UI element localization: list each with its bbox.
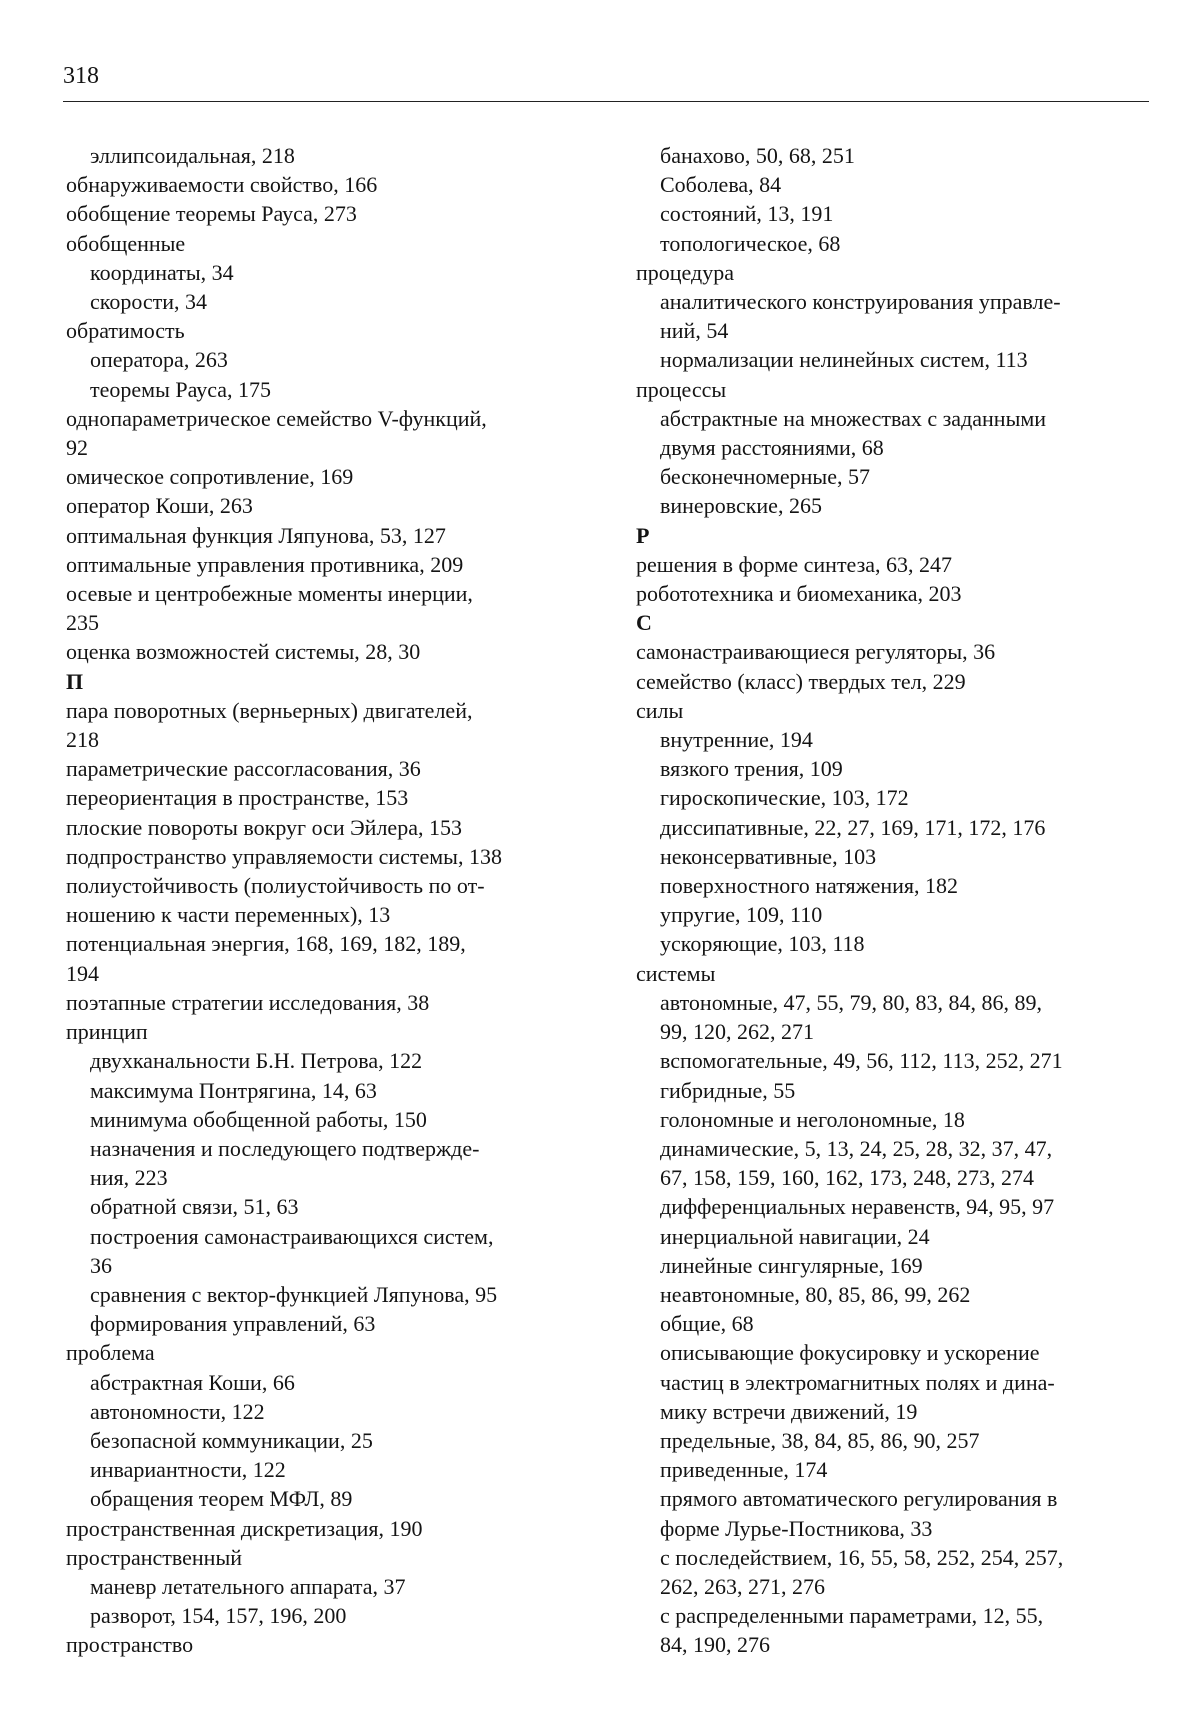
index-subentry: с распределенными параметрами, 12, 55,	[660, 1603, 1044, 1629]
index-entry: оптимальная функция Ляпунова, 53, 127	[66, 522, 446, 548]
index-entry: оптимальные управления противника, 209	[66, 551, 464, 577]
index-subentry: прямого автоматического регулирования в	[660, 1486, 1058, 1512]
index-subentry: 84, 190, 276	[660, 1632, 770, 1658]
index-subentry: голономные и неголономные, 18	[660, 1106, 965, 1132]
index-subentry: максимума Понтрягина, 14, 63	[90, 1077, 377, 1103]
index-entry: семейство (класс) твердых тел, 229	[636, 668, 966, 694]
index-entry: оператор Коши, 263	[66, 493, 253, 519]
index-subentry: безопасной коммуникации, 25	[90, 1427, 373, 1453]
index-entry: 92	[66, 435, 88, 461]
index-entry: оценка возможностей системы, 28, 30	[66, 639, 421, 665]
index-subentry: 36	[90, 1252, 112, 1278]
index-entry: осевые и центробежные моменты инерции,	[66, 581, 473, 607]
index-letter-heading: Р	[636, 522, 650, 548]
index-entry: потенциальная энергия, 168, 169, 182, 189,	[66, 931, 466, 957]
index-entry: обобщенные	[66, 230, 186, 256]
index-subentry: гироскопические, 103, 172	[660, 785, 909, 811]
index-letter-heading: П	[66, 668, 84, 694]
index-subentry: состояний, 13, 191	[660, 201, 834, 227]
index-subentry: ний, 54	[660, 318, 729, 344]
index-entry: пространственная дискретизация, 190	[66, 1515, 423, 1541]
index-subentry: общие, 68	[660, 1311, 754, 1337]
index-column-right	[636, 141, 1148, 1660]
index-subentry: координаты, 34	[90, 259, 234, 285]
index-subentry: эллипсоидальная, 218	[90, 143, 295, 168]
index-subentry: приведенные, 174	[660, 1457, 828, 1483]
index-entry: решения в форме синтеза, 63, 247	[636, 551, 953, 577]
index-subentry: предельные, 38, 84, 85, 86, 90, 257	[660, 1427, 980, 1453]
index-subentry: линейные сингулярные, 169	[660, 1252, 923, 1278]
index-entry: подпространство управляемости системы, 138	[66, 843, 502, 869]
index-entry: полиустойчивость (полиустойчивость по от-	[66, 873, 485, 899]
index-entry: обнаруживаемости свойство, 166	[66, 172, 378, 198]
index-subentry: двухканальности Б.Н. Петрова, 122	[90, 1048, 423, 1074]
index-subentry: мику встречи движений, 19	[660, 1398, 918, 1424]
index-subentry: 262, 263, 271, 276	[660, 1573, 825, 1599]
index-subentry: упругие, 109, 110	[660, 902, 823, 928]
index-entry: процедура	[636, 259, 734, 285]
index-entry: пространственный	[66, 1544, 243, 1570]
index-subentry: оператора, 263	[90, 347, 228, 373]
index-entry: поэтапные стратегии исследования, 38	[66, 989, 430, 1015]
index-subentry: построения самонастраивающихся систем,	[90, 1223, 494, 1249]
index-subentry: минимума обобщенной работы, 150	[90, 1106, 427, 1132]
index-subentry: двумя расстояниями, 68	[660, 435, 884, 461]
index-letter-heading: С	[636, 610, 652, 636]
index-entry: плоские повороты вокруг оси Эйлера, 153	[66, 814, 462, 840]
index-entry: силы	[636, 697, 684, 723]
index-column-left	[66, 141, 566, 1660]
index-subentry: скорости, 34	[90, 289, 208, 315]
index-entry: обратимость	[66, 318, 185, 344]
index-subentry: поверхностного натяжения, 182	[660, 873, 958, 899]
index-subentry: сравнения с вектор-функцией Ляпунова, 95	[90, 1281, 498, 1307]
index-subentry: частиц в электромагнитных полях и дина-	[660, 1369, 1055, 1395]
index-subentry: абстрактные на множествах с заданными	[660, 405, 1047, 431]
index-subentry: форме Лурье-Постникова, 33	[660, 1515, 933, 1541]
index-subentry: аналитического конструирования управле-	[660, 289, 1061, 315]
index-entry: принцип	[66, 1019, 148, 1045]
index-subentry: назначения и последующего подтвержде-	[90, 1135, 480, 1161]
index-subentry: 99, 120, 262, 271	[660, 1019, 814, 1045]
index-subentry: неконсервативные, 103	[660, 843, 877, 869]
index-entry: параметрические рассогласования, 36	[66, 756, 421, 782]
index-subentry: абстрактная Коши, 66	[90, 1369, 295, 1395]
index-subentry: дифференциальных неравенств, 94, 95, 97	[660, 1194, 1055, 1220]
index-subentry: бесконечномерные, 57	[660, 464, 870, 490]
index-entry: ношению к части переменных), 13	[66, 902, 391, 928]
index-entry: процессы	[636, 376, 727, 402]
index-entry: системы	[636, 960, 716, 986]
index-subentry: формирования управлений, 63	[90, 1311, 376, 1337]
index-entry: 194	[66, 960, 99, 986]
index-subentry: динамические, 5, 13, 24, 25, 28, 32, 37, 47,	[660, 1135, 1053, 1161]
index-entry: 235	[66, 610, 99, 636]
index-subentry: описывающие фокусировку и ускорение	[660, 1340, 1040, 1366]
index-subentry: разворот, 154, 157, 196, 200	[90, 1603, 347, 1629]
index-subentry: обращения теорем МФЛ, 89	[90, 1486, 353, 1512]
index-subentry: Соболева, 84	[660, 172, 782, 198]
index-subentry: автономные, 47, 55, 79, 80, 83, 84, 86, 89,	[660, 989, 1043, 1015]
index-entry: робототехника и биомеханика, 203	[636, 581, 962, 607]
index-subentry: обратной связи, 51, 63	[90, 1194, 299, 1220]
index-entry: однопараметрическое семейство V-функций,	[66, 405, 487, 431]
index-subentry: внутренние, 194	[660, 727, 813, 753]
index-subentry: инвариантности, 122	[90, 1457, 286, 1483]
index-subentry: вязкого трения, 109	[660, 756, 843, 782]
index-entry: проблема	[66, 1340, 155, 1366]
index-subentry: банахово, 50, 68, 251	[660, 143, 855, 168]
index-subentry: инерциальной навигации, 24	[660, 1223, 930, 1249]
index-subentry: гибридные, 55	[660, 1077, 796, 1103]
index-subentry: автономности, 122	[90, 1398, 265, 1424]
index-entry: 218	[66, 727, 99, 753]
index-subentry: неавтономные, 80, 85, 86, 99, 262	[660, 1281, 971, 1307]
index-entry: пространство	[66, 1632, 194, 1658]
index-entry: омическое сопротивление, 169	[66, 464, 354, 490]
index-subentry: маневр летательного аппарата, 37	[90, 1573, 406, 1599]
index-subentry: нормализации нелинейных систем, 113	[660, 347, 1028, 373]
index-subentry: вспомогательные, 49, 56, 112, 113, 252, 271	[660, 1048, 1063, 1074]
header-rule	[63, 101, 1149, 102]
page-number: 318	[63, 63, 99, 89]
index-subentry: ния, 223	[90, 1165, 168, 1191]
index-subentry: 67, 158, 159, 160, 162, 173, 248, 273, 274	[660, 1165, 1034, 1191]
index-subentry: винеровские, 265	[660, 493, 822, 519]
index-entry: обобщение теоремы Рауса, 273	[66, 201, 357, 227]
index-entry: пара поворотных (верньерных) двигателей,	[66, 697, 473, 723]
index-subentry: теоремы Рауса, 175	[90, 376, 272, 402]
index-entry: переориентация в пространстве, 153	[66, 785, 409, 811]
index-subentry: топологическое, 68	[660, 230, 841, 256]
index-subentry: с последействием, 16, 55, 58, 252, 254, 257,	[660, 1544, 1064, 1570]
index-subentry: диссипативные, 22, 27, 169, 171, 172, 176	[660, 814, 1046, 840]
index-subentry: ускоряющие, 103, 118	[660, 931, 865, 957]
index-entry: самонастраивающиеся регуляторы, 36	[636, 639, 996, 665]
